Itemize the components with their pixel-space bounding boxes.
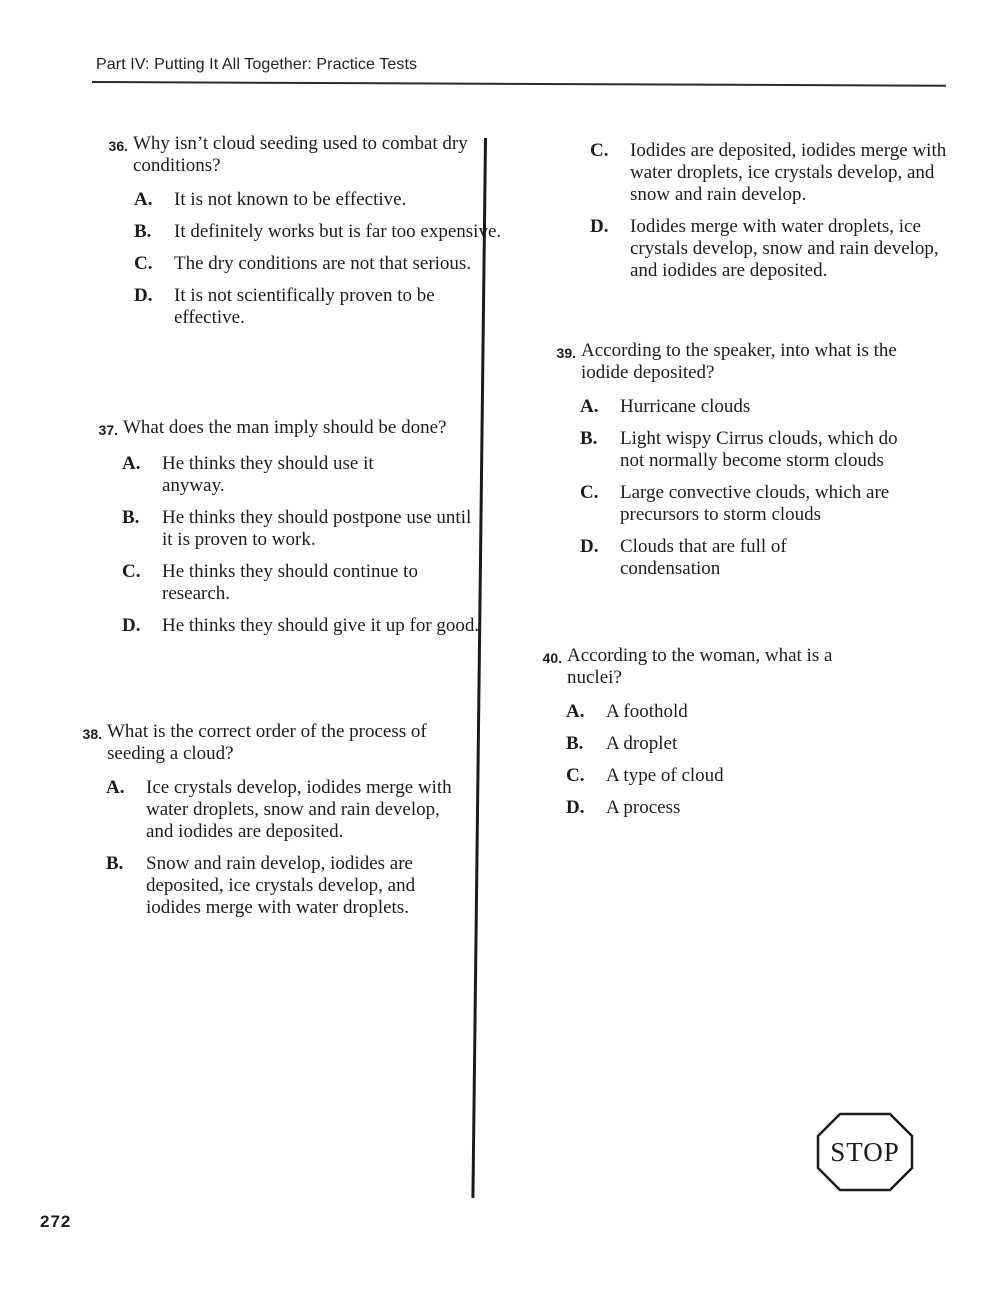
- option-a[interactable]: [134, 189, 504, 211]
- option-letter: C.: [566, 765, 585, 786]
- question-text: What is the correct order of the process of seeding a cloud?: [107, 721, 427, 764]
- stop-sign-icon: [816, 1112, 914, 1192]
- option-letter: A.: [122, 453, 141, 474]
- option-b[interactable]: [580, 428, 944, 472]
- question-number: 38.: [82, 726, 102, 742]
- option-c[interactable]: [566, 765, 914, 787]
- page-header-title: Part IV: Putting It All Together: Practice Tests: [96, 56, 418, 73]
- question-number: 37.: [98, 422, 118, 438]
- option-text: He thinks they should give it up for good.: [162, 615, 480, 636]
- option-letter: B.: [106, 853, 124, 874]
- option-c[interactable]: [122, 561, 482, 605]
- question-37: [90, 417, 490, 647]
- question-38: [74, 721, 479, 929]
- option-d[interactable]: [580, 536, 944, 580]
- option-c[interactable]: [590, 140, 950, 206]
- option-letter: A.: [566, 701, 585, 722]
- option-letter: D.: [122, 615, 141, 636]
- stop-label: STOP: [830, 1136, 900, 1167]
- option-text: Iodides merge with water droplets, ice crystals develop, snow and rain develop, and iodides are deposited.: [630, 216, 939, 281]
- option-text: Clouds that are full of condensation: [620, 536, 787, 579]
- option-letter: C.: [590, 140, 609, 161]
- option-text: Iodides are deposited, iodides merge with water droplets, ice crystals develop, and snow and rain develop.: [630, 140, 947, 205]
- option-d[interactable]: [590, 216, 950, 282]
- option-text: He thinks they should use it anyway.: [162, 453, 374, 496]
- option-b[interactable]: [566, 733, 914, 755]
- option-d[interactable]: [122, 615, 482, 637]
- option-text: It definitely works but is far too expensive.: [174, 221, 502, 242]
- question-text: What does the man imply should be done?: [123, 417, 447, 438]
- option-letter: B.: [122, 507, 140, 528]
- option-d[interactable]: [134, 285, 504, 329]
- option-letter: A.: [580, 396, 599, 417]
- option-letter: B.: [580, 428, 598, 449]
- option-text: A foothold: [606, 701, 688, 722]
- question-number: 40.: [542, 650, 562, 666]
- option-text: Light wispy Cirrus clouds, which do not normally become storm clouds: [620, 428, 898, 471]
- option-a[interactable]: [580, 396, 944, 418]
- option-letter: C.: [580, 482, 599, 503]
- header-rule: [92, 81, 946, 87]
- question-39: [548, 340, 944, 590]
- option-letter: D.: [566, 797, 585, 818]
- option-text: He thinks they should postpone use until it is proven to work.: [162, 507, 472, 550]
- option-b[interactable]: [106, 853, 466, 919]
- option-a[interactable]: [122, 453, 482, 497]
- option-text: Ice crystals develop, iodides merge with water droplets, snow and rain develop, and iodides are deposited.: [146, 777, 452, 842]
- option-text: Snow and rain develop, iodides are deposited, ice crystals develop, and iodides merge with water droplets.: [146, 853, 416, 918]
- option-letter: A.: [106, 777, 125, 798]
- option-text: It is not scientifically proven to be effective.: [174, 285, 435, 328]
- question-text: According to the speaker, into what is the iodide deposited?: [581, 340, 897, 383]
- option-text: A droplet: [606, 733, 678, 754]
- option-a[interactable]: [106, 777, 466, 843]
- question-number: 39.: [556, 345, 576, 361]
- option-d[interactable]: [566, 797, 914, 819]
- option-letter: D.: [590, 216, 609, 237]
- question-38-continued: [590, 140, 950, 292]
- option-letter: B.: [566, 733, 584, 754]
- option-text: A process: [606, 797, 681, 818]
- option-text: Large convective clouds, which are precursors to storm clouds: [620, 482, 890, 525]
- option-letter: B.: [134, 221, 152, 242]
- question-number: 36.: [108, 138, 128, 154]
- page-number: 272: [40, 1212, 72, 1231]
- option-letter: C.: [122, 561, 141, 582]
- question-text: According to the woman, what is a nuclei?: [567, 645, 833, 688]
- option-c[interactable]: [134, 253, 504, 275]
- question-36: [100, 133, 504, 339]
- option-text: It is not known to be effective.: [174, 189, 407, 210]
- option-b[interactable]: [122, 507, 482, 551]
- question-40: [534, 645, 914, 829]
- option-c[interactable]: [580, 482, 944, 526]
- option-letter: D.: [580, 536, 599, 557]
- option-letter: C.: [134, 253, 153, 274]
- option-a[interactable]: [566, 701, 914, 723]
- option-b[interactable]: [134, 221, 504, 243]
- option-text: A type of cloud: [606, 765, 724, 786]
- option-text: He thinks they should continue to research.: [162, 561, 418, 604]
- question-text: Why isn’t cloud seeding used to combat dry conditions?: [133, 133, 468, 176]
- option-letter: D.: [134, 285, 153, 306]
- option-text: The dry conditions are not that serious.: [174, 253, 472, 274]
- option-letter: A.: [134, 189, 153, 210]
- option-text: Hurricane clouds: [620, 396, 751, 417]
